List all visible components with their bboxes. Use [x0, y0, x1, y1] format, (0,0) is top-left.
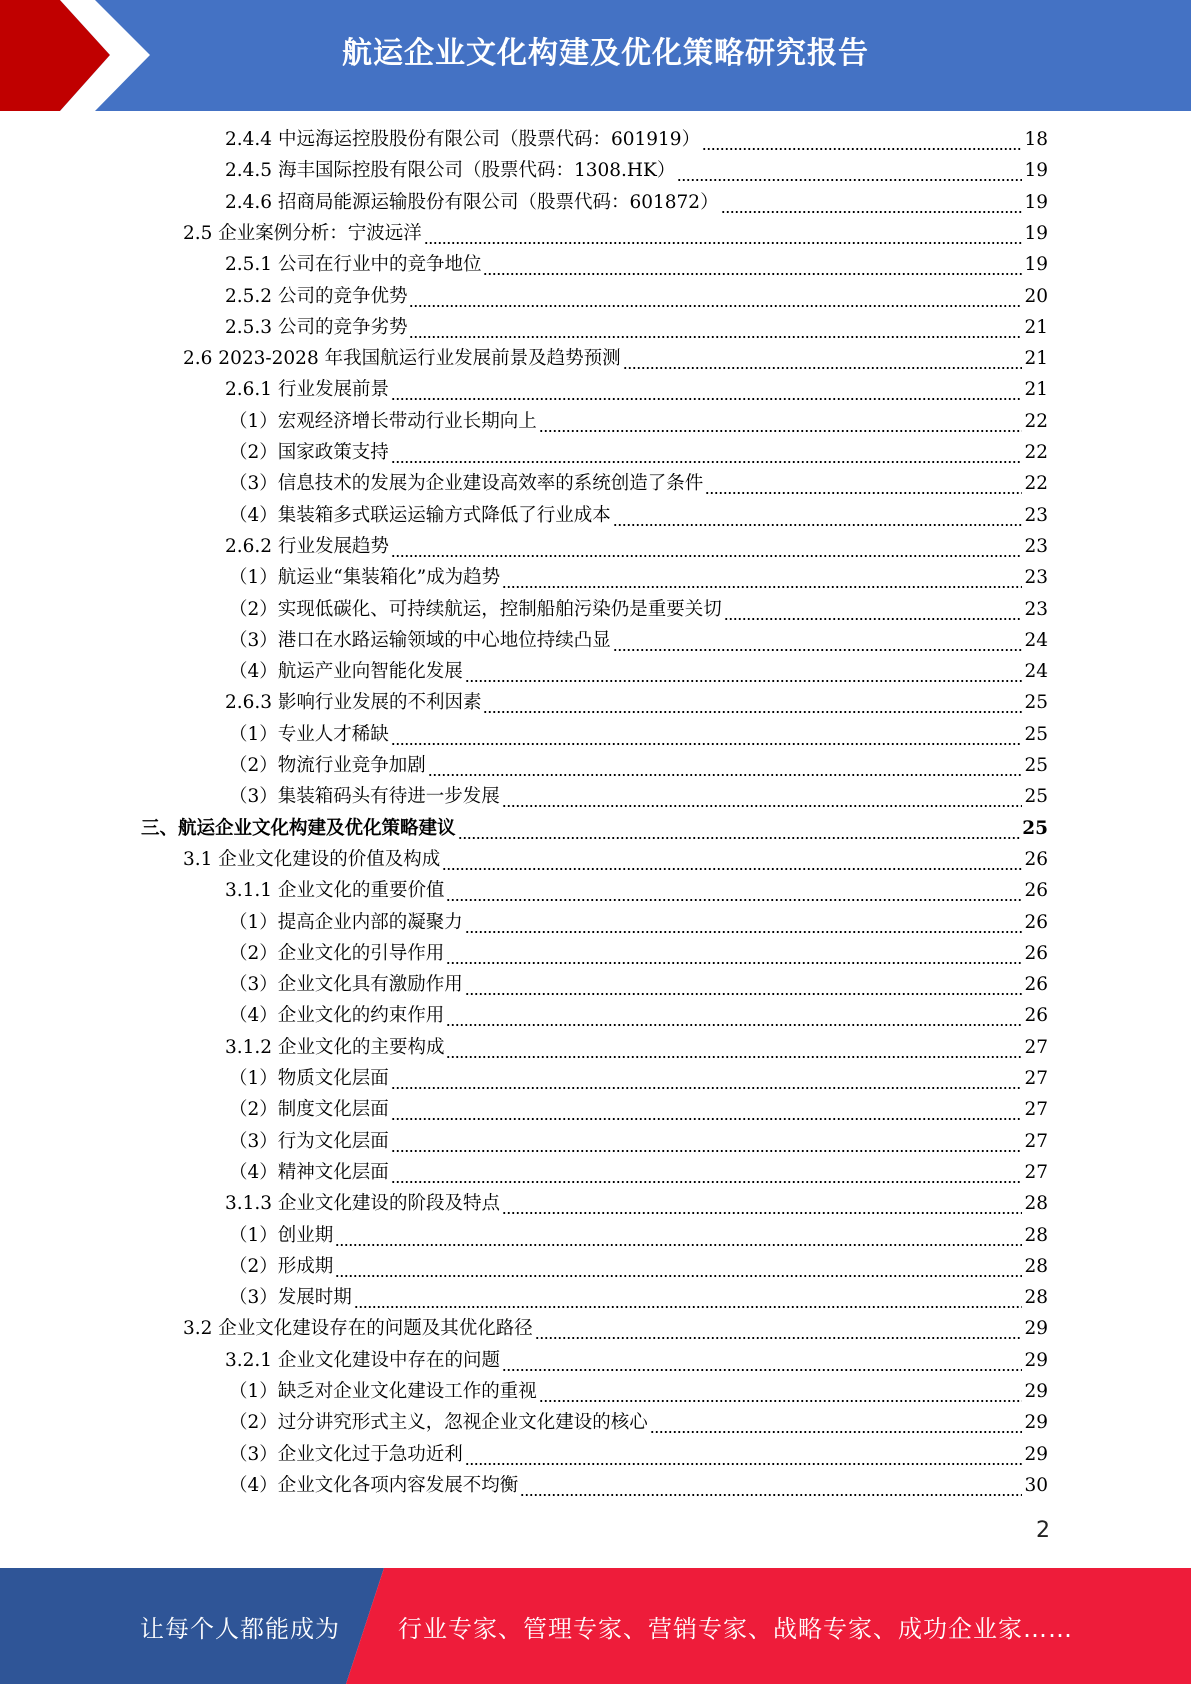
toc-entry-page: 26	[1024, 974, 1048, 996]
toc-dot-leader	[502, 565, 1022, 591]
toc-entry-label: （2）国家政策支持	[229, 442, 389, 463]
toc-dot-leader	[354, 1285, 1023, 1311]
toc-entry-page: 22	[1024, 442, 1048, 463]
toc-entry[interactable]	[225, 690, 1048, 716]
toc-entry-page: 21	[1024, 316, 1048, 338]
toc-dot-leader	[458, 816, 1021, 842]
toc-entry[interactable]	[229, 503, 1048, 529]
toc-entry[interactable]	[225, 158, 1048, 184]
toc-entry[interactable]	[229, 910, 1048, 936]
toc-entry-label: （4）企业文化的约束作用	[229, 1005, 445, 1027]
toc-dot-leader	[465, 910, 1023, 936]
toc-entry[interactable]	[229, 1410, 1048, 1436]
page-header	[0, 0, 1191, 111]
toc-entry[interactable]	[229, 1285, 1048, 1311]
toc-entry-page: 26	[1024, 1005, 1048, 1027]
toc-dot-leader	[409, 284, 1022, 310]
toc-entry[interactable]	[225, 1035, 1048, 1061]
toc-entry-page: 27	[1024, 1130, 1048, 1152]
toc-entry-page: 26	[1024, 880, 1048, 902]
toc-entry[interactable]	[229, 972, 1048, 998]
toc-entry-page: 29	[1024, 1381, 1048, 1402]
toc-entry-label: （1）物质文化层面	[229, 1068, 389, 1089]
toc-entry[interactable]	[225, 1191, 1048, 1217]
toc-entry[interactable]	[229, 1129, 1048, 1155]
toc-entry-label: （1）航运业“集装箱化”成为趋势	[229, 567, 501, 589]
toc-entry-label: （3）企业文化具有激励作用	[229, 974, 463, 996]
toc-dot-leader	[391, 1160, 1023, 1186]
toc-entry-label: （2）实现低碳化、可持续航运，控制船舶污染仍是重要关切	[229, 598, 722, 620]
toc-entry-page: 25	[1024, 755, 1048, 776]
toc-dot-leader	[391, 722, 1023, 748]
toc-entry-page: 29	[1024, 1349, 1048, 1371]
toc-entry-page: 25	[1024, 786, 1048, 808]
toc-entry-label: 2.5.2 公司的竞争优势	[225, 285, 408, 307]
toc-entry-page: 19	[1024, 222, 1048, 244]
toc-entry-label: 3.1.3 企业文化建设的阶段及特点	[225, 1193, 500, 1215]
toc-entry-label: （4）企业文化各项内容发展不均衡	[229, 1474, 519, 1496]
toc-entry[interactable]	[183, 1316, 1048, 1342]
toc-dot-leader	[391, 1129, 1023, 1155]
toc-entry-label: （3）企业文化过于急功近利	[229, 1443, 463, 1465]
toc-entry[interactable]	[183, 221, 1048, 247]
footer-slogan-right: 行业专家、管理专家、营销专家、战略专家、成功企业家……	[398, 1614, 1073, 1643]
toc-entry[interactable]	[225, 127, 1048, 153]
toc-entry-label: 3.1.1 企业文化的重要价值	[225, 880, 445, 902]
toc-entry-label: 2.4.6 招商局能源运输股份有限公司（股票代码：601872）	[225, 191, 719, 213]
toc-entry[interactable]	[229, 1097, 1048, 1123]
toc-entry[interactable]	[229, 1254, 1048, 1280]
toc-entry[interactable]	[229, 597, 1048, 623]
toc-entry-label: （3）信息技术的发展为企业建设高效率的系统创造了条件	[229, 473, 704, 495]
toc-entry[interactable]	[229, 409, 1048, 435]
toc-entry-page: 27	[1024, 1036, 1048, 1058]
toc-entry-label: （1）宏观经济增长带动行业长期向上	[229, 410, 537, 432]
toc-entry-page: 29	[1024, 1412, 1048, 1434]
toc-entry-page: 25	[1024, 723, 1048, 745]
toc-dot-leader	[535, 1316, 1023, 1342]
toc-entry-label: （2）物流行业竞争加剧	[229, 755, 426, 776]
toc-entry[interactable]	[229, 440, 1048, 466]
toc-entry[interactable]	[229, 722, 1048, 748]
toc-dot-leader	[539, 409, 1023, 435]
toc-entry-label: 三、航运企业文化构建及优化策略建议	[141, 817, 456, 839]
toc-dot-leader	[446, 1035, 1022, 1061]
toc-dot-leader	[335, 1223, 1022, 1249]
toc-entry[interactable]	[229, 1160, 1048, 1186]
toc-dot-leader	[391, 534, 1022, 560]
toc-entry-label: 3.1 企业文化建设的价值及构成	[183, 848, 441, 870]
toc-entry-page: 23	[1024, 504, 1048, 526]
toc-entry-label: 2.6.3 影响行业发展的不利因素	[225, 692, 482, 714]
toc-entry-label: （2）过分讲究形式主义，忽视企业文化建设的核心	[229, 1412, 648, 1434]
toc-dot-leader	[502, 784, 1023, 810]
toc-entry-label: （1）缺乏对企业文化建设工作的重视	[229, 1381, 537, 1402]
toc-entry-label: 2.4.5 海丰国际控股有限公司（股票代码：1308.HK）	[225, 160, 676, 182]
toc-dot-leader	[539, 1379, 1023, 1405]
toc-dot-leader	[520, 1473, 1022, 1499]
toc-entry-page: 27	[1024, 1099, 1048, 1121]
toc-entry-label: 2.5.3 公司的竞争劣势	[225, 316, 408, 338]
toc-dot-leader	[391, 1066, 1023, 1092]
toc-entry-label: （4）航运产业向智能化发展	[229, 661, 463, 683]
toc-entry-label: （1）专业人才稀缺	[229, 723, 389, 745]
toc-dot-leader	[677, 158, 1022, 184]
toc-entry[interactable]	[229, 753, 1048, 779]
toc-entry-page: 27	[1024, 1068, 1048, 1089]
toc-entry-page: 26	[1024, 942, 1048, 964]
toc-entry-label: （2）制度文化层面	[229, 1099, 389, 1121]
toc-entry[interactable]	[229, 628, 1048, 654]
toc-entry-label: （3）港口在水路运输领域的中心地位持续凸显	[229, 629, 611, 651]
toc-entry-page: 18	[1024, 129, 1048, 150]
toc-entry[interactable]	[225, 252, 1048, 278]
toc-entry-page: 23	[1024, 598, 1048, 620]
toc-entry-page: 21	[1024, 379, 1048, 401]
toc-entry[interactable]	[183, 847, 1048, 873]
toc-entry-label: 2.4.4 中远海运控股股份有限公司（股票代码：601919）	[225, 129, 701, 150]
toc-dot-leader	[391, 440, 1023, 466]
toc-entry-page: 21	[1024, 348, 1048, 370]
toc-entry[interactable]	[225, 190, 1048, 216]
toc-entry-label: （3）集装箱码头有待进一步发展	[229, 786, 500, 808]
toc-entry-page: 30	[1024, 1474, 1048, 1496]
toc-entry-page: 29	[1024, 1443, 1048, 1465]
toc-dot-leader	[335, 1254, 1022, 1280]
toc-dot-leader	[391, 1097, 1023, 1123]
toc-dot-leader	[613, 628, 1023, 654]
toc-dot-leader	[446, 878, 1022, 904]
toc-entry-page: 27	[1024, 1161, 1048, 1183]
page-footer	[0, 1568, 1191, 1684]
toc-entry[interactable]	[183, 346, 1048, 372]
toc-entry[interactable]	[229, 784, 1048, 810]
toc-entry-page: 19	[1024, 254, 1048, 276]
toc-entry-label: （2）形成期	[229, 1255, 334, 1277]
toc-dot-leader	[483, 252, 1022, 278]
toc-dot-leader	[724, 597, 1023, 623]
toc-dot-leader	[442, 847, 1022, 873]
toc-entry-page: 26	[1024, 848, 1048, 870]
toc-dot-leader	[502, 1348, 1022, 1374]
toc-dot-leader	[465, 1442, 1023, 1468]
toc-entry-label: （3）行为文化层面	[229, 1130, 389, 1152]
toc-dot-leader	[424, 221, 1023, 247]
toc-entry-label: 2.6 2023-2028 年我国航运行业发展前景及趋势预测	[183, 348, 621, 370]
toc-entry[interactable]	[225, 878, 1048, 904]
toc-entry-page: 23	[1024, 567, 1048, 589]
toc-entry[interactable]	[229, 659, 1048, 685]
toc-dot-leader	[650, 1410, 1023, 1436]
page-number: 2	[1036, 1518, 1050, 1543]
toc-entry-label: （4）精神文化层面	[229, 1161, 389, 1183]
toc-entry-page: 20	[1024, 285, 1048, 307]
toc-dot-leader	[446, 941, 1022, 967]
toc-entry[interactable]	[225, 534, 1048, 560]
toc-entry[interactable]	[225, 377, 1048, 403]
toc-entry[interactable]	[229, 471, 1048, 497]
toc-entry-label: 2.5.1 公司在行业中的竞争地位	[225, 254, 482, 276]
toc-entry[interactable]	[229, 1003, 1048, 1029]
toc-entry-page: 26	[1024, 911, 1048, 933]
toc-entry-page: 22	[1024, 410, 1048, 432]
toc-entry[interactable]	[141, 816, 1048, 842]
report-title: 航运企业文化构建及优化策略研究报告	[342, 36, 869, 71]
toc-entry[interactable]	[229, 1379, 1048, 1405]
toc-entry-page: 28	[1024, 1193, 1048, 1215]
toc-entry-page: 19	[1024, 191, 1048, 213]
toc-dot-leader	[623, 346, 1023, 372]
toc-entry-label: （3）发展时期	[229, 1287, 352, 1309]
toc-entry-page: 24	[1024, 629, 1048, 651]
toc-dot-leader	[483, 690, 1022, 716]
toc-entry-page: 23	[1024, 535, 1048, 557]
toc-dot-leader	[391, 377, 1022, 403]
toc-entry-label: 3.2 企业文化建设存在的问题及其优化路径	[183, 1318, 533, 1340]
toc-entry-label: 3.1.2 企业文化的主要构成	[225, 1036, 445, 1058]
toc-dot-leader	[409, 315, 1022, 341]
toc-dot-leader	[428, 753, 1023, 779]
toc-entry-page: 24	[1024, 661, 1048, 683]
toc-entry[interactable]	[229, 1223, 1048, 1249]
toc-entry-label: 2.6.1 行业发展前景	[225, 379, 389, 401]
toc-entry[interactable]	[229, 1066, 1048, 1092]
toc-entry-label: （1）创业期	[229, 1224, 334, 1246]
toc-entry-label: （4）集装箱多式联运运输方式降低了行业成本	[229, 504, 611, 526]
toc-dot-leader	[705, 471, 1022, 497]
toc-entry[interactable]	[229, 565, 1048, 591]
toc-dot-leader	[613, 503, 1023, 529]
toc-dot-leader	[502, 1191, 1022, 1217]
toc-entry-page: 28	[1024, 1255, 1048, 1277]
toc-entry-label: 2.5 企业案例分析：宁波远洋	[183, 222, 422, 244]
toc-entry[interactable]	[229, 941, 1048, 967]
toc-entry[interactable]	[225, 1348, 1048, 1374]
toc-dot-leader	[702, 127, 1022, 153]
toc-entry-page: 25	[1022, 817, 1048, 839]
toc-entry-label: （2）企业文化的引导作用	[229, 942, 445, 964]
toc-entry[interactable]	[225, 315, 1048, 341]
toc-entry[interactable]	[229, 1442, 1048, 1468]
toc-entry-page: 19	[1024, 160, 1048, 182]
toc-entry-page: 28	[1024, 1224, 1048, 1246]
toc-dot-leader	[465, 972, 1023, 998]
toc-entry-page: 25	[1024, 692, 1048, 714]
toc-dot-leader	[721, 190, 1023, 216]
toc-entry-label: （1）提高企业内部的凝聚力	[229, 911, 463, 933]
toc-dot-leader	[446, 1003, 1022, 1029]
toc-entry-page: 29	[1024, 1318, 1048, 1340]
toc-entry-page: 28	[1024, 1287, 1048, 1309]
toc-dot-leader	[465, 659, 1023, 685]
toc-entry-label: 3.2.1 企业文化建设中存在的问题	[225, 1349, 500, 1371]
footer-slogan-left: 让每个人都能成为	[140, 1614, 340, 1643]
toc-entry[interactable]	[225, 284, 1048, 310]
toc-entry-page: 22	[1024, 473, 1048, 495]
toc-entry-label: 2.6.2 行业发展趋势	[225, 535, 389, 557]
toc-entry[interactable]	[229, 1473, 1048, 1499]
